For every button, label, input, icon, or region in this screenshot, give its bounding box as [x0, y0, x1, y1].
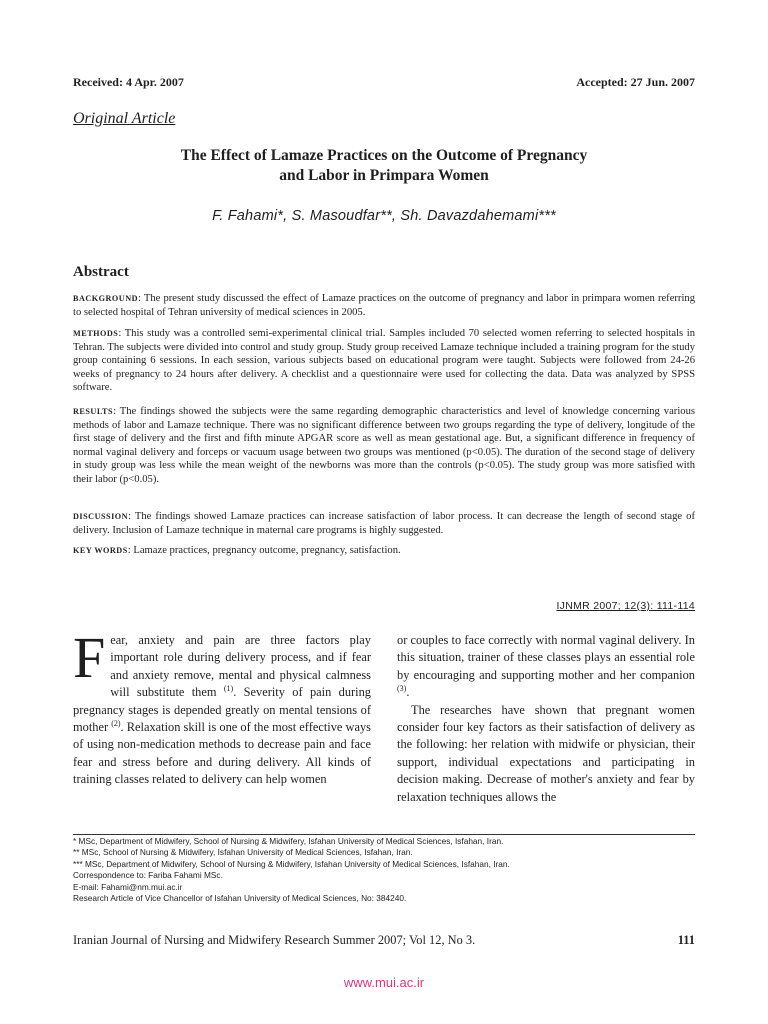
body-column-left	[73, 625, 371, 789]
reference-3: (3)	[397, 684, 407, 694]
intro-paragraph-cont	[397, 632, 695, 702]
reference-1: (1)	[223, 684, 234, 694]
discussion-label: DISCUSSION	[73, 512, 129, 521]
intro-paragraph	[73, 625, 371, 789]
footnote-line: *** MSc, Department of Midwifery, School of Nursing & Midwifery, Isfahan University of Medical Sciences, Isfahan, Iran.	[73, 858, 510, 869]
title-line-1: The Effect of Lamaze Practices on the Outcome of Pregnancy	[180, 147, 588, 164]
keywords-text: : Lamaze practices, pregnancy outcome, pregnancy, satisfaction.	[127, 545, 401, 556]
results-label: RESULTS	[73, 407, 114, 416]
footnote-line: * MSc, Department of Midwifery, School of Nursing & Midwifery, Isfahan University of Medical Sciences, Isfahan, Iran.	[73, 836, 504, 846]
background-label: BACKGROUND	[73, 294, 139, 303]
body-text: or couples to face correctly with normal vaginal delivery. In this situation, trainer of these classes plays an essential role by encouraging and supporting mother and her companion	[397, 633, 695, 682]
received-date: Received: 4 Apr. 2007	[73, 75, 184, 89]
journal-citation: IJNMR 2007; 12(3): 111-114	[556, 600, 695, 612]
title-line-2: and Labor in Primpara Women	[279, 167, 489, 184]
body-text: . Relaxation skill is one of the most effective ways of using non-medication methods to decrease pain and face fear and stress before and during delivery. All kinds of training classes related to delivery can help women	[73, 720, 371, 787]
methods-text: : This study was a controlled semi-experimental clinical trial. Samples included 70 selected women referring to selected hospitals in Tehran. The subjects were divided into control and study group. Study group received Lamaze technique included a training program for the study group containing 6 sessions. In each session, various subjects based on educational program were taught. Subjects were followed from 24-26 weeks of pregnancy to 24 hours after delivery. A checklist and a questionnaire were used for collecting the data. Data was analyzed by SPSS software.	[73, 328, 695, 393]
footnote-line: Research Article of Vice Chancellor of Isfahan University of Medical Sciences, No: 384240.	[73, 893, 407, 904]
body-text: . Severity of pain during pregnancy stages is depended greatly on mental tensions of mother	[73, 685, 371, 735]
abstract-methods	[73, 327, 695, 395]
journal-footer: Iranian Journal of Nursing and Midwifery Research Summer 2007; Vol 12, No 3.	[73, 933, 476, 947]
footnote-line: Correspondence to: Fariba Fahami MSc.	[73, 870, 223, 881]
methods-label: METHODS	[73, 329, 119, 338]
reference-2: (2)	[111, 718, 121, 728]
background-text: : The present study discussed the effect of Lamaze practices on the outcome of pregnancy and labor in primpara women referring to selected hospital of Tehran university of medical sciences in 2005.	[73, 293, 695, 318]
second-paragraph: The researches have shown that pregnant women consider four key factors as their satisfaction of delivery as the following: her relation with midwife or physician, their support, individual expectations and participating in decision making. Decrease of mother's anxiety and fear by relaxation techniques allows the	[397, 702, 695, 804]
footnote-divider	[73, 834, 695, 835]
footnotes	[73, 836, 695, 904]
paper-title	[73, 146, 695, 186]
abstract-background	[73, 292, 695, 319]
article-type: Original Article	[73, 110, 176, 127]
accepted-date: Accepted: 27 Jun. 2007	[576, 75, 695, 89]
watermark-link[interactable]: www.mui.ac.ir	[343, 975, 425, 990]
footnote-line: E-mail: Fahami@nm.mui.ac.ir	[73, 881, 183, 892]
author-list: F. Fahami*, S. Masoudfar**, Sh. Davazdahemami***	[212, 208, 556, 224]
body-text: ear, anxiety and pain are three factors play important role during delivery process, and if fear and anxiety remove, mental and physical calmness will substitute them	[110, 633, 371, 700]
drop-cap: F	[73, 625, 106, 690]
page-number: 111	[677, 933, 695, 947]
abstract-keywords	[73, 544, 695, 558]
abstract-heading: Abstract	[73, 264, 129, 280]
footnote-line: ** MSc, School of Nursing & Midwifery, Isfahan University of Medical Sciences, Isfahan, Iran.	[73, 847, 413, 858]
abstract-results	[73, 405, 695, 486]
abstract-discussion	[73, 510, 695, 537]
body-column-right	[397, 632, 695, 806]
body-text: .	[406, 685, 410, 700]
keywords-label: KEY WORDS	[73, 546, 128, 555]
discussion-text: : The findings showed Lamaze practices can increase satisfaction of labor process. It can decrease the length of second stage of delivery. Inclusion of Lamaze technique in maternal care programs is highly suggested.	[73, 511, 695, 536]
results-text: : The findings showed the subjects were the same regarding demographic characteristics and level of knowledge concerning various methods of labor and Lamaze technique. There was no significant difference between two groups regarding the type of delivery, longitude of the first stage of delivery and the first and fifth minute APGAR score as well as mean gestational age. But, a significant difference in frequency of normal vaginal delivery and forceps or vacuum usage between two groups was mentioned (p<0.05). The duration of the second stage of delivery in study group was less while the mean weight of the newborns was more than the controls (p<0.05). The study group was more satisfied with their labor (p<0.05).	[73, 406, 695, 485]
